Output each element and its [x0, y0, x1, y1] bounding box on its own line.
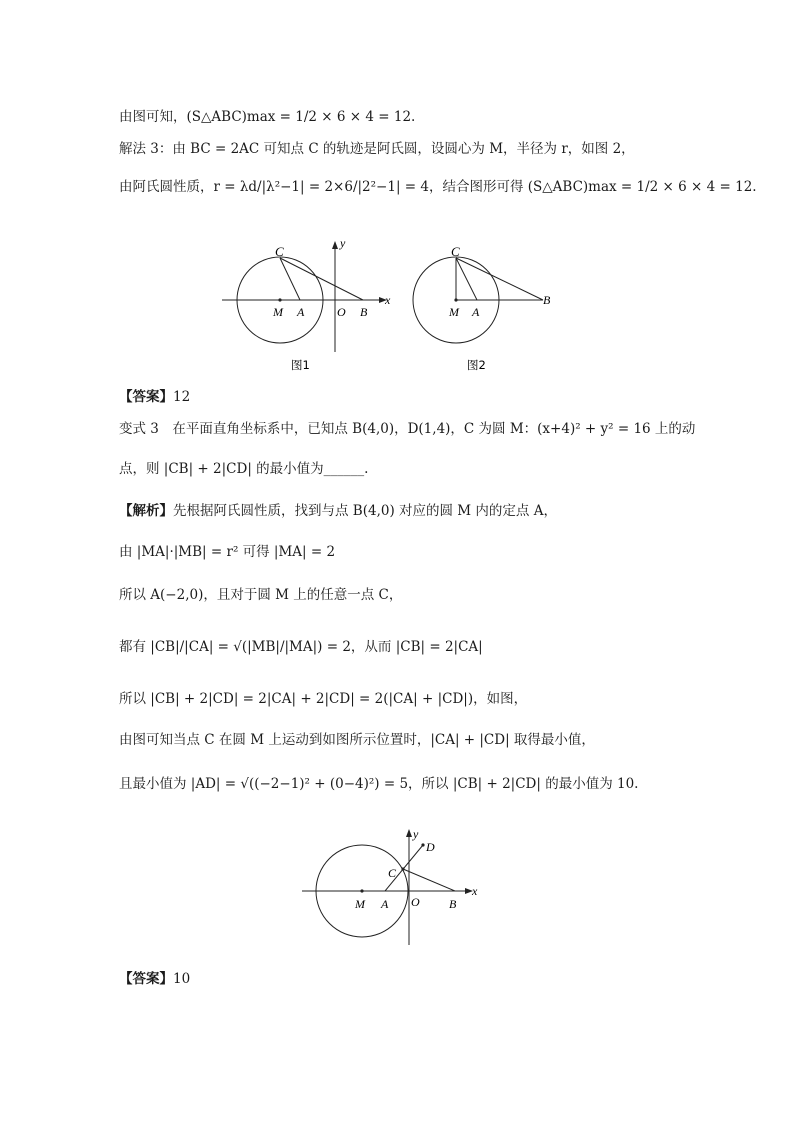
fig2-label-m: M	[449, 305, 459, 319]
analysis-line-4: 都有 |CB|/|CA| = √(|MB|/|MA|) = 2，从而 |CB| = 2|CA|	[119, 639, 483, 655]
answer-2	[119, 969, 190, 989]
fig3-label-y: y	[413, 827, 419, 841]
figure-3	[295, 822, 490, 950]
analysis-line-2: 由 |MA|·|MB| = r² 可得 |MA| = 2	[119, 544, 336, 560]
analysis-line-3: 所以 A(−2,0)，且对于圆 M 上的任意一点 C，	[119, 587, 403, 603]
fig2-caption: 图2	[467, 358, 486, 372]
fig1-label-b: B	[360, 305, 368, 319]
fig1-label-o: O	[337, 305, 346, 319]
analysis-line-7: 且最小值为 |AD| = √((−2−1)² + (0−4)²) = 5，所以 |CB| + 2|CD| 的最小值为 10.	[119, 776, 639, 792]
figure-2	[413, 244, 551, 372]
answer-1-value: 12	[173, 389, 191, 405]
fig2-label-b: B	[543, 293, 551, 307]
problem-line-2: 点，则 |CB| + 2|CD| 的最小值为______.	[119, 461, 369, 477]
text-line-3: 由阿氏圆性质，r = λd/|λ²−1| = 2×6/|2²−1| = 4，结合图形可得 (S△ABC)max = 1/2 × 6 × 4 = 12.	[119, 179, 757, 195]
fig1-label-c: C	[275, 244, 284, 259]
answer-2-tag: 【答案】	[119, 971, 173, 987]
fig1-caption: 图1	[291, 358, 310, 372]
analysis-line-6: 由图可知当点 C 在圆 M 上运动到如图所示位置时，|CA| + |CD| 取得最小值，	[119, 732, 595, 748]
fig3-label-c: C	[388, 866, 397, 880]
analysis-line-5: 所以 |CB| + 2|CD| = 2|CA| + 2|CD| = 2(|CA| + |CD|)，如图，	[119, 691, 528, 707]
fig3-label-a: A	[381, 897, 389, 911]
analysis-tag: 【解析】	[119, 503, 173, 519]
text-line-1: 由图可知，(S△ABC)max = 1/2 × 6 × 4 = 12.	[119, 109, 416, 125]
text-line-2: 解法 3：由 BC = 2AC 可知点 C 的轨迹是阿氏圆，设圆心为 M，半径为 r，如图 2，	[119, 141, 635, 157]
fig1-label-y: y	[340, 236, 346, 250]
fig1-label-x: x	[385, 293, 391, 307]
fig2-label-c: C	[451, 244, 460, 259]
figure-1	[222, 236, 391, 372]
analysis-line-1	[119, 501, 557, 521]
fig1-label-m: M	[273, 305, 283, 319]
answer-1	[119, 387, 190, 407]
problem-line-1: 变式 3 在平面直角坐标系中，已知点 B(4,0)，D(1,4)，C 为圆 M：(x+4)² + y² = 16 上的动	[119, 421, 696, 437]
answer-1-tag: 【答案】	[119, 389, 173, 405]
fig2-label-a: A	[472, 305, 480, 319]
fig1-label-a: A	[297, 305, 305, 319]
answer-2-value: 10	[173, 971, 191, 987]
fig3-label-d: D	[426, 840, 435, 854]
fig3-label-b: B	[449, 897, 457, 911]
figure-1-and-2	[215, 232, 565, 377]
fig3-label-x: x	[472, 884, 478, 898]
fig3-label-o: O	[411, 895, 420, 909]
analysis-text: 先根据阿氏圆性质，找到与点 B(4,0) 对应的圆 M 内的定点 A，	[173, 503, 557, 519]
fig3-label-m: M	[355, 897, 365, 911]
